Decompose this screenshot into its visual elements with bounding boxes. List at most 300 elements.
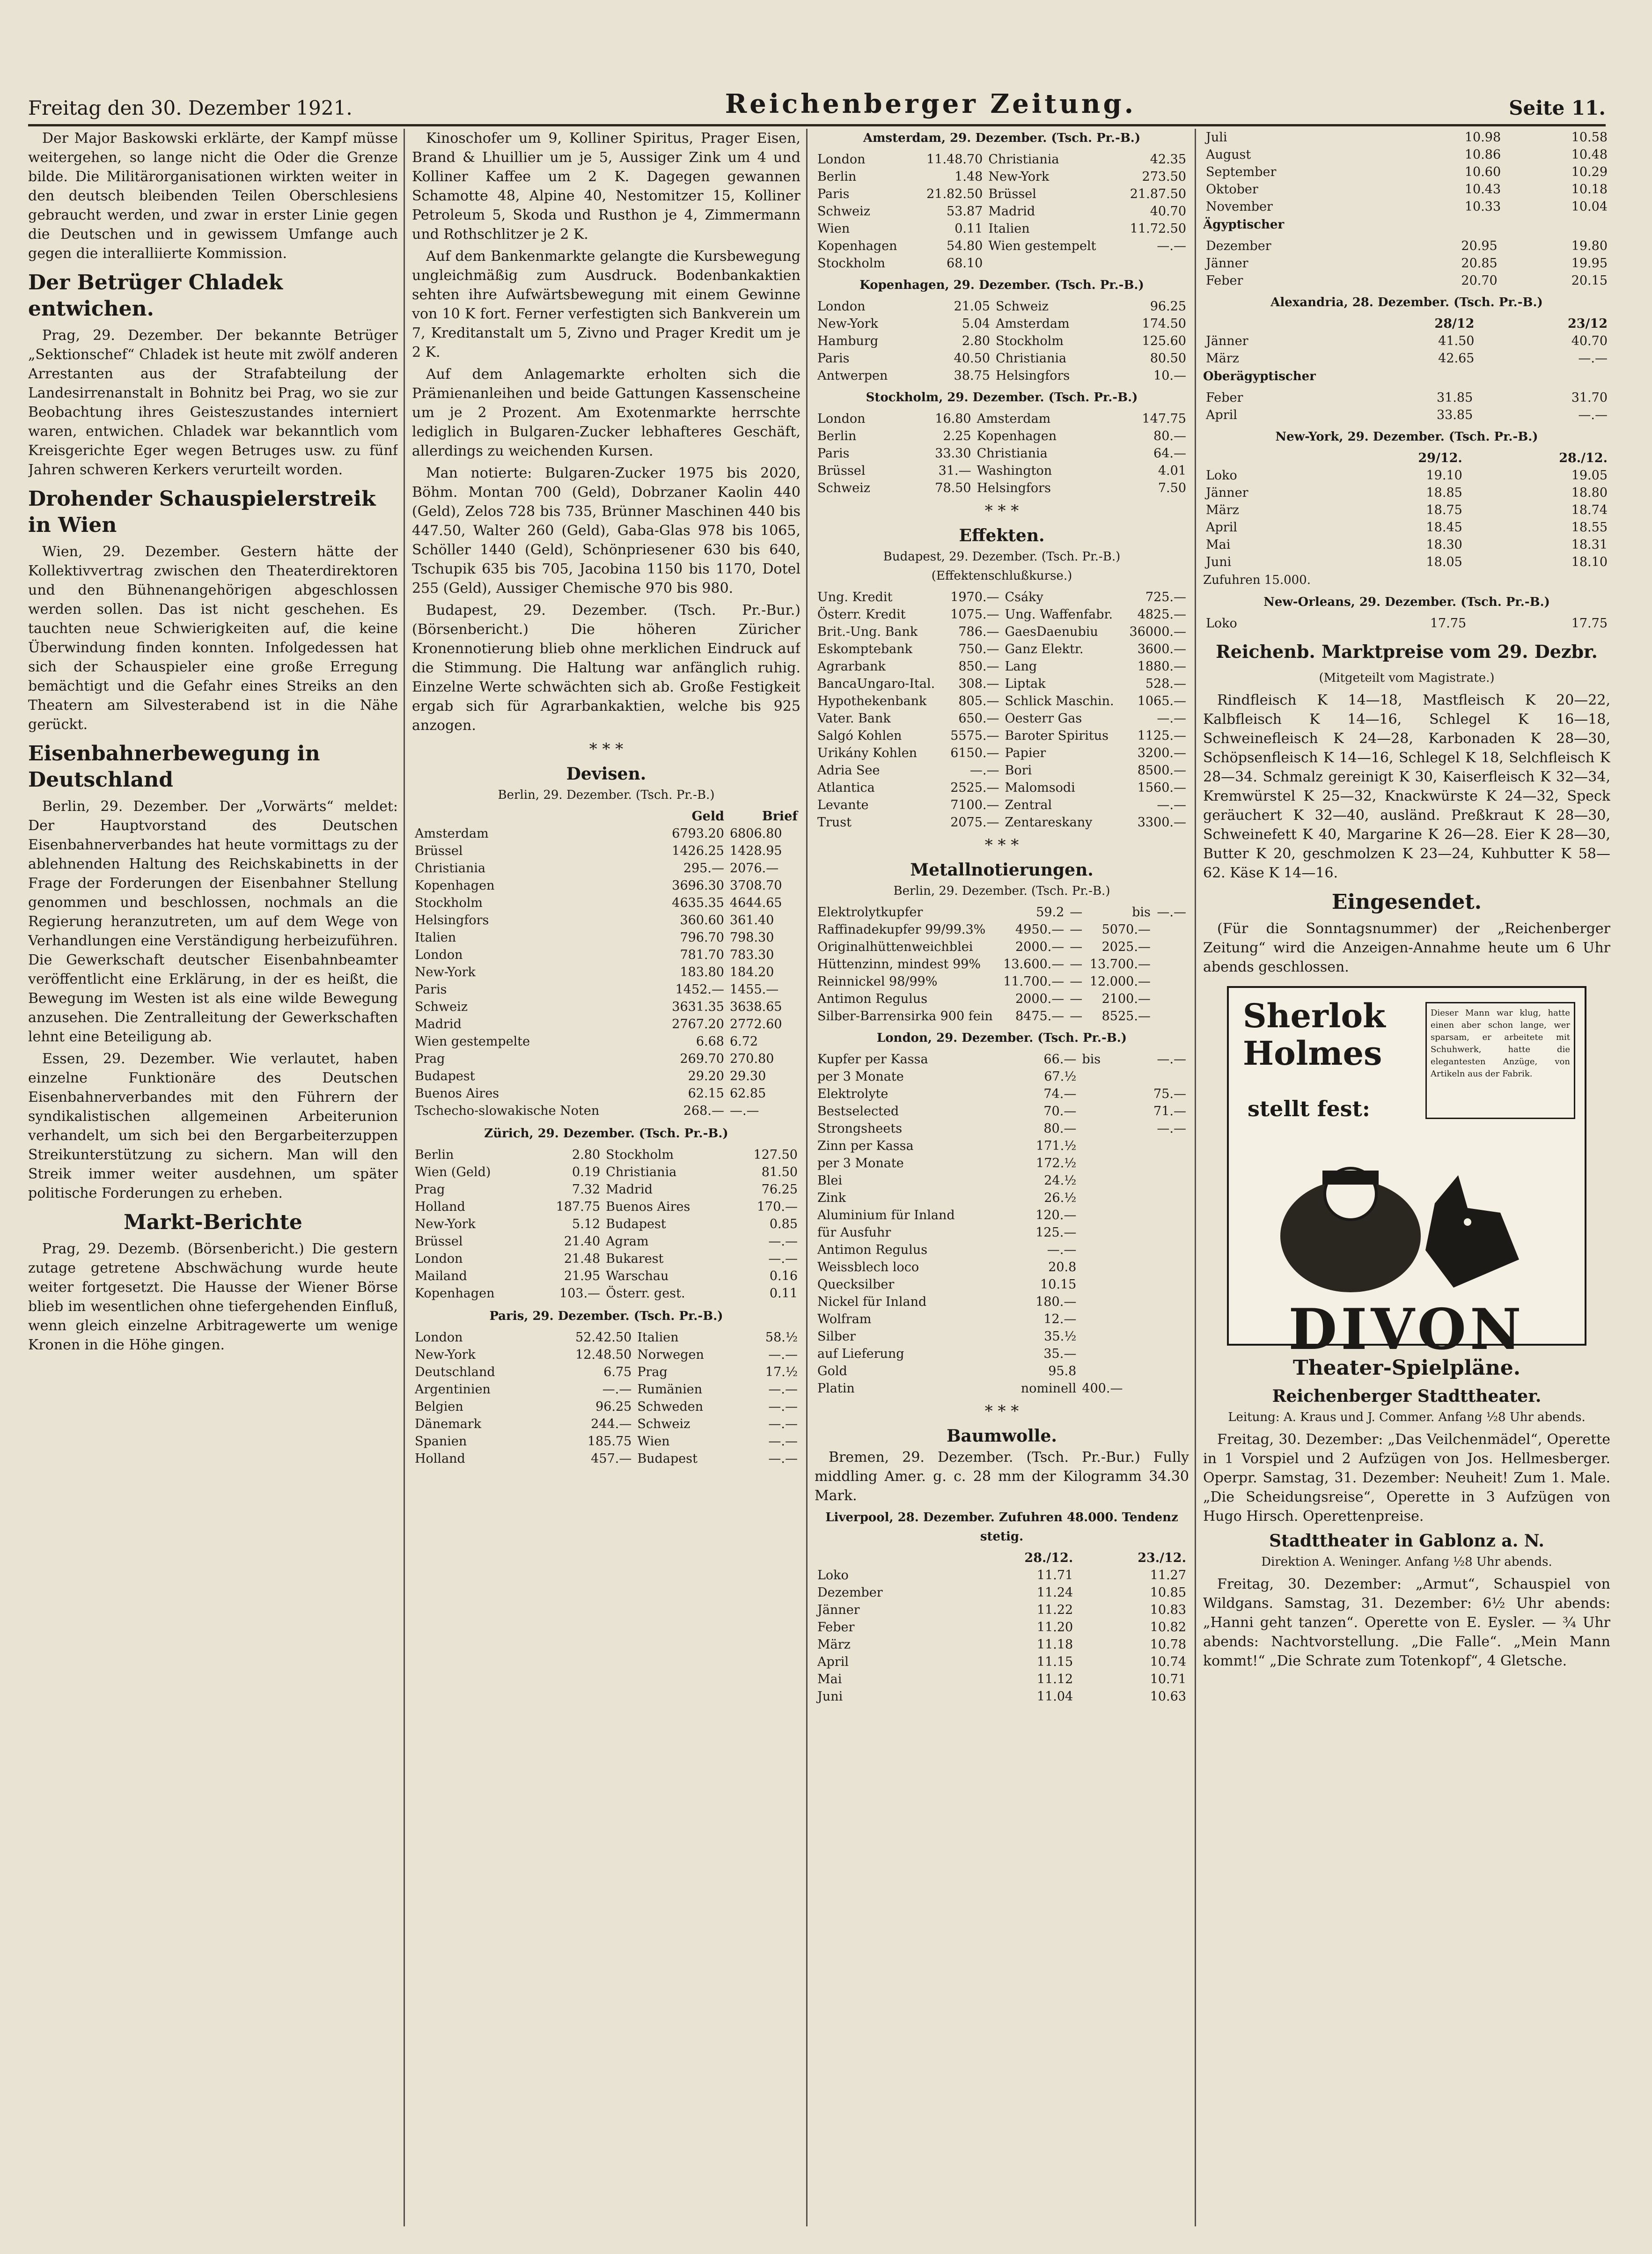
table-cell: —.— [1157,711,1186,726]
table-cell: 3708.70 [729,878,782,893]
table-cell [1139,1068,1189,1085]
table-cell: 4644.65 [729,896,782,910]
table-cell: 174.50 [1142,317,1186,331]
table-cell: 10.18 [1571,182,1608,197]
table-row [815,203,1189,220]
table-cell: Dezember [1206,239,1271,253]
table-cell: Amsterdam [977,412,1051,426]
table-cell: 6.75 [603,1365,632,1379]
table-cell: 21.87.50 [1130,187,1186,201]
table-cell: 33.30 [935,446,971,461]
table-cell [1079,1120,1139,1137]
table-row [412,912,800,929]
table-row [815,1276,1189,1293]
headline-schauspielerstreik: Drohender Schauspielerstreik in Wien [28,487,376,537]
neworleans-body [1203,615,1610,632]
table-row [815,1051,1189,1068]
table-cell: 80.— [1043,1121,1077,1136]
headline-eisenbahner: Eisenbahnerbewegung in Deutschland [28,742,320,792]
table-cell: Prag [637,1365,668,1379]
article-prag-boerse: Prag, 29. Dezemb. (Börsenbericht.) Die gestern zutage getretene Abschwächung wurde heute weiter fortgesetzt. Die Hausse der Wiener Börse blieb im wesentlichen ohne tiefergehenden Einfluß, wenn gleich einzelne Arbitragewerte um wenige Kronen in die Höhe gingen. [28,1241,398,1353]
table-cell: Platin [817,1381,855,1396]
table-cell: 21.48 [564,1252,601,1266]
table-cell: Christiania [415,861,486,876]
table-cell: 11.71 [1036,1568,1073,1583]
table-row [412,860,800,877]
table-row [412,1450,800,1467]
table-cell: Schweiz [415,1000,468,1014]
table-cell: Brüssel [988,187,1036,201]
table-cell: Spanien [415,1434,467,1449]
table-cell: 62.15 [688,1086,724,1101]
table-cell: 12.000.— [1089,974,1151,989]
table-row [412,1363,800,1381]
table-cell: Wien [817,221,850,236]
table-cell: nominell [1021,1381,1077,1396]
table-cell: —.— [1157,1121,1186,1136]
table-cell: 5.12 [572,1217,601,1231]
table-cell: 3300.— [1137,815,1186,830]
table-row [1203,146,1610,163]
oberaegyptisch-body [1203,389,1610,424]
table-row [412,1233,800,1250]
table-cell: —.— [768,1417,798,1431]
table-cell: 6150.— [950,746,999,760]
table-cell: 11.20 [1036,1620,1073,1635]
table-row [412,1146,800,1164]
table-cell: Dezember [817,1585,883,1600]
table-cell: 2.80 [572,1148,601,1162]
baumwolle-heading: Baumwolle. [947,1426,1057,1446]
theater-reichenberg-text: Freitag, 30. Dezember: „Das Veilchenmädel“, Operette in 1 Vorspiel und 2 Aufzügen von Jos. Hellmesberger. Operpr. Samstag, 31. Dezember: Neuheit! Zum 1. Male. „Die Scheidungsreise“, Operette in 3 Aufzügen von Hugo Hirsch. Operettenpreise. [1203,1431,1610,1525]
table-row [815,641,1189,658]
table-cell: Stockholm [606,1148,674,1162]
table-cell: 850.— [958,659,999,674]
table-cell: Zentareskany [1005,815,1093,830]
stockholm-body [815,410,1189,497]
table-cell: Juli [1206,130,1227,145]
table-cell: 62.85 [729,1086,766,1101]
table-cell: Prag [415,1182,445,1197]
table-cell: —.— [1157,798,1186,812]
table-cell: bis [1082,1052,1101,1067]
table-row [815,762,1189,779]
ad-subtitle: stellt fest: [1248,1096,1370,1121]
table-cell: —.— [969,763,999,778]
table-cell: 2.25 [943,429,971,443]
devisen-heading: Devisen. [566,764,646,784]
table-cell: Paris [817,351,850,366]
table-cell: 4635.35 [672,896,724,910]
table-cell: Brit.-Ung. Bank [817,625,918,639]
table-row [1203,129,1610,146]
marktpreise-text: Rindfleisch K 14—18, Mastfleisch K 20—22, Kalbfleisch K 14—16, Schlegel K 16—18, Schweinefleisch K 24—28, Karbonaden K 28—30, Schöpsenfleisch K 14—16, Schlegel K 18, Selchfleisch K 28—34. Schmalz gereinigt K 30, Kaiserfleisch K 32—34, Kremwürstel K 25—32, Knackwürste K 24—32, Speck geräuchert K 32—40, ausländ. Preßkraut K 28—30, Schweinefett K 40, Margarine K 26—28. Eier K 28—30, Butter K 20, geschmolzen K 23—24, Kuhbutter K 58—62. Käse K 14—16. [1203,692,1610,881]
table-cell: 80.— [1153,429,1186,443]
table-header-row [412,808,800,825]
table-cell: 3696.30 [672,878,724,893]
theater-gablonz-text: Freitag, 30. Dezember: „Armut“, Schauspiel von Wildgans. Samstag, 31. Dezember: 6½ Uhr abends: „Hanni geht tanzen“. Operette von E. Eysler. — ¾ Uhr abends: Nachtvorstellung. „Die Falle“. „Mein Mann kommt!“ „Die Schrate zum Totenkopf“, 4 Gletsche. [1203,1576,1610,1669]
table-cell: Helsingfors [415,913,489,928]
table-cell: 18.74 [1571,503,1608,517]
table-cell: Christiania [988,152,1059,167]
table-cell: Tschecho-slowakische Noten [415,1104,600,1118]
table-cell: Madrid [606,1182,653,1197]
table-cell: —.— [768,1348,798,1362]
london-metall-body [815,1051,1189,1397]
table-cell: Aluminium für Inland [817,1208,955,1223]
neworleans-table [1203,615,1610,632]
table-cell: Holland [415,1200,465,1214]
effekten-heading: Effekten. [959,526,1045,545]
table-row [1203,255,1610,272]
amsterdam-body [815,151,1189,272]
table-row [815,710,1189,727]
table-cell: Budapest [606,1217,666,1231]
table-row [412,1215,800,1233]
cotton-months-body [1203,129,1610,215]
table-cell: bis [1132,905,1151,920]
amsterdam-table [815,151,1189,272]
table-cell: Juni [817,1689,843,1704]
table-row [1203,484,1610,501]
article-kurse-2: Auf dem Bankenmarkte gelangte die Kursbewegung ungleichmäßig zum Ausdruck. Bodenbankaktien sehten ihre Aufwärtsbewegung mit einem Gewinne von 10 K fort. Ferner verfestigten sich Bankverein um 7, Kreditanstalt um 5, Zivno und Prager Kredit um je 2 K. [412,248,800,361]
table-cell: Brüssel [817,464,866,478]
table-cell: 24.½ [1044,1173,1077,1188]
aegyptisch-heading: Ägyptischer [1203,218,1285,232]
table-row [815,1584,1189,1601]
article-kurse-3: Auf dem Anlagemarkte erholten sich die Prämienanleihen und beide Gattungen Kassenscheine um je 2 Prozent. Am Exotenmarkte herrschte lediglich in Bulgaren-Zucker lebhafteres Geschäft, allerdings zu weichenden Kursen. [412,366,800,459]
theater-gablonz-sub: Direktion A. Weninger. Anfang ½8 Uhr abends. [1261,1555,1552,1569]
table-cell: 7100.— [950,798,999,812]
article-chladek: Prag, 29. Dezember. Der bekannte Betrüger „Sektionschef“ Chladek ist heute mit zwölf anderen Arrestanten aus der Strafabteilung der Landesirrenanstalt in Bohnitz bei Prag, wo sie zur Beobachtung ihres Geisteszustandes interniert waren, entwichen. Chladek war bekanntlich vom Kreisgerichte Eger wegen Betruges usw. zu fünf Jahren schweren Kerkers verurteilt worden. [28,327,398,478]
table-cell: 11.700.— [1003,974,1065,989]
alexandria-heading: Alexandria, 28. Dezember. (Tsch. Pr.-B.) [1270,295,1543,309]
column-4 [1203,129,1610,2236]
table-cell [1139,1172,1189,1189]
table-cell: 457.— [591,1451,632,1466]
table-cell: 18.05 [1426,555,1462,569]
table-cell: 10.60 [1464,165,1501,179]
ad-brand: DIVON [1288,1296,1525,1363]
table-cell: 10.48 [1571,147,1608,162]
table-row [815,606,1189,623]
article-intro: Der Major Baskowski erklärte, der Kampf müsse weitergehen, so lange nicht die Oder die Grenze bilde. Die Militärorganisationen wirkten weiter in den deutsch bleibenden Teilen Oberschlesiens gebraucht werden, und zwar in erster Linie gegen die Deutschen und in gewissem Umfange auch gegen die interalliierte Kommission. [28,130,398,262]
column-rule [404,129,405,2226]
table-row [412,1398,800,1415]
table-row [815,445,1189,462]
table-cell: März [1206,351,1239,366]
table-cell: 28./12. [1559,451,1608,465]
table-row [412,1033,800,1050]
table-cell: 6.68 [696,1034,724,1049]
table-cell: Juni [1206,555,1232,569]
table-cell: Stockholm [995,334,1064,348]
table-cell: Weissblech loco [817,1260,919,1274]
table-cell: Norwegen [637,1348,704,1362]
table-cell: Reinnickel 98/99% [817,974,938,989]
table-cell: —.— [1578,408,1608,422]
table-row [815,1328,1189,1345]
table-cell: Baroter Spiritus [1005,729,1109,743]
table-cell: —.— [768,1400,798,1414]
table-row [1203,406,1610,424]
table-cell: 1428.95 [729,844,782,858]
table-cell: 20.95 [1461,239,1498,253]
page-number: Seite 11. [1509,96,1606,119]
table-cell: 2767.20 [672,1017,724,1031]
table-cell: BancaUngaro-Ital. [817,677,935,691]
devisen-table [412,808,800,1120]
table-cell: New-York [415,1217,476,1231]
theater-reichenberg-sub: Leitung: A. Kraus und J. Commer. Anfang ½8 Uhr abends. [1228,1410,1586,1424]
table-cell: Paris [415,982,447,997]
article-schauspielerstreik: Wien, 29. Dezember. Gestern hätte der Kollektivvertrag zwischen den Theaterdirektoren und den Bühnenangehörigen abgeschlossen werden sollen. Das ist nicht geschehen. Es tauchten neue Schwierigkeiten auf, die keine Überwindung finden konnten. Infolgedessen hat sich der Schauspieler eine große Erregung bemächtigt und die Gefahr eines Streiks an den Theatern am Silvesterabend ist in die Nähe gerückt. [28,544,398,733]
effekten-body [815,589,1189,831]
table-cell: 17.½ [765,1365,798,1379]
table-row [412,1198,800,1215]
table-cell: 180.— [1035,1295,1077,1309]
table-cell: — [1070,992,1083,1006]
table-cell: Nickel für Inland [817,1295,927,1309]
table-cell: 20.70 [1461,273,1498,288]
table-cell: 7.50 [1158,481,1186,495]
table-cell: Malomsodi [1005,781,1075,795]
table-cell: Silber-Barrensirka 900 fein [817,1009,993,1024]
table-row [815,1293,1189,1311]
table-cell: 10.04 [1571,199,1608,214]
table-cell: Bukarest [606,1252,664,1266]
table-cell: 10.58 [1571,130,1608,145]
table-cell: 1065.— [1137,694,1186,708]
table-row [1203,615,1610,632]
table-cell: 23./12. [1138,1551,1186,1565]
table-cell: 2000.— [1015,992,1065,1006]
column-3 [815,129,1189,2236]
table-cell: Raffinadekupfer 99/99.3% [817,922,986,937]
table-cell: Paris [817,187,850,201]
table-cell: Holland [415,1451,465,1466]
masthead-date: Freitag den 30. Dezember 1921. [28,96,352,119]
table-cell: 16.80 [935,412,971,426]
table-cell: Wien [637,1434,670,1449]
table-row [412,842,800,860]
table-cell: für Ausfuhr [817,1225,891,1240]
table-cell: 786.— [958,625,999,639]
table-cell: Oktober [1206,182,1258,197]
table-row [815,727,1189,744]
table-cell: Helsingfors [977,481,1051,495]
table-cell: 74.— [1043,1087,1077,1101]
table-row [815,479,1189,497]
table-cell: Geld [691,809,724,824]
table-cell: 270.80 [729,1052,774,1066]
table-cell: Salgó Kohlen [817,729,902,743]
table-cell [1139,1241,1189,1259]
table-cell: 1075.— [950,607,999,622]
table-cell [815,1549,962,1567]
table-cell: 1125.— [1137,729,1186,743]
table-cell: Deutschland [415,1365,495,1379]
table-cell: Adria See [817,763,880,778]
table-cell: Atlantica [817,781,875,795]
table-row [815,168,1189,185]
zurich-heading: Zürich, 29. Dezember. (Tsch. Pr.-B.) [484,1127,728,1141]
table-cell: September [1206,165,1277,179]
table-cell: 18.75 [1426,503,1462,517]
table-cell: Kopenhagen [817,239,897,253]
theater-heading: Theater-Spielpläne. [1292,1356,1521,1380]
table-cell: 20.15 [1571,273,1608,288]
table-cell: 10.— [1153,368,1186,383]
table-cell: Feber [1206,390,1243,405]
table-cell: Elektrolyte [817,1087,888,1101]
table-cell: Trust [817,815,852,830]
table-row [815,1241,1189,1259]
table-cell: Österr. Kredit [817,607,906,622]
table-row [815,1380,1189,1397]
table-cell: Zink [817,1191,846,1205]
table-cell [1139,1380,1189,1397]
table-row [412,1250,800,1267]
headline-chladek: Der Betrüger Chladek entwichen. [28,271,283,321]
table-cell: 361.40 [729,913,774,928]
table-cell: 18.10 [1571,555,1608,569]
table-cell: 11.15 [1036,1655,1073,1669]
table-row [412,1433,800,1450]
table-cell: 185.75 [587,1434,632,1449]
table-cell [1139,1276,1189,1293]
table-cell: — [1070,940,1083,954]
table-row [412,998,800,1016]
table-row [815,1008,1189,1025]
table-cell: 2076.— [729,861,779,876]
table-cell: 78.50 [935,481,971,495]
table-cell: 10.85 [1150,1585,1186,1600]
table-cell: 96.25 [1150,299,1186,314]
table-cell: 33.85 [1436,408,1473,422]
table-row [412,1102,800,1120]
table-cell: 750.— [958,642,999,656]
table-cell: Jänner [1206,334,1248,348]
table-cell [1139,1293,1189,1311]
table-cell: Eskomptebank [817,642,913,656]
table-cell: 28/12 [1434,317,1475,331]
table-cell: —.— [768,1434,798,1449]
table-cell: Mai [1206,538,1231,552]
table-cell: 10.29 [1571,165,1608,179]
table-cell: Buenos Aires [415,1086,499,1101]
table-cell: 36000.— [1129,625,1186,639]
table-row [1203,519,1610,536]
table-cell: —.— [1047,1243,1077,1257]
table-cell: — [1070,922,1083,937]
table-cell: Helsingfors [995,368,1070,383]
table-cell: Jänner [1206,256,1248,271]
table-row [815,658,1189,675]
oberaegyptisch-heading: Oberägyptischer [1203,369,1316,383]
table-cell: 127.50 [753,1148,798,1162]
table-cell [1139,1363,1189,1380]
table-row [412,1085,800,1102]
table-cell [1139,1345,1189,1363]
table-cell: 10.82 [1150,1620,1186,1635]
table-cell [1139,1259,1189,1276]
table-row [815,675,1189,692]
table-header-row [815,1549,1189,1567]
table-cell: 31.85 [1436,390,1473,405]
table-cell: 0.19 [572,1165,601,1179]
table-row [815,1363,1189,1380]
table-cell: 58.½ [765,1330,798,1345]
table-cell: 183.80 [680,965,724,980]
table-cell: 120.— [1035,1208,1077,1223]
table-row [815,332,1189,350]
table-cell [1079,1224,1139,1241]
table-row [815,938,1189,956]
table-cell: Österr. gest. [606,1286,685,1301]
table-cell: Belgien [415,1400,463,1414]
table-cell: Berlin [415,1148,454,1162]
table-row [815,589,1189,606]
table-row [412,1050,800,1068]
table-cell: — [1070,974,1083,989]
table-cell: Paris [817,446,850,461]
table-row [1203,553,1610,571]
theater-gablonz-heading: Stadttheater in Gablonz a. N. [1269,1531,1544,1551]
table-cell: New-York [988,169,1050,184]
table-cell: 10.98 [1464,130,1501,145]
paris-body [412,1329,800,1467]
table-cell: 35.— [1043,1347,1077,1361]
table-row [412,929,800,946]
table-cell: 528.— [1145,677,1186,691]
table-row [1203,536,1610,553]
table-cell: 40.70 [1150,204,1186,219]
table-row [412,1285,800,1302]
table-cell: April [817,1655,849,1669]
table-cell: Antwerpen [817,368,888,383]
effekten-table [815,589,1189,831]
table-cell: 2000.— [1015,940,1065,954]
table-cell: Argentinien [415,1382,491,1397]
table-row [412,1068,800,1085]
table-row [412,877,800,894]
table-cell: — [1070,1009,1083,1024]
table-cell: 20.85 [1461,256,1498,271]
table-cell: Brüssel [415,1234,463,1249]
table-cell [1139,1155,1189,1172]
table-row [412,1415,800,1433]
zurich-table [412,1146,800,1302]
table-row [815,973,1189,990]
column-rule [806,129,808,2226]
table-row [1203,467,1610,484]
table-cell: London [415,1252,463,1266]
table-cell: 18.31 [1571,538,1608,552]
table-cell: Italien [637,1330,679,1345]
table-cell: 11.72.50 [1130,221,1186,236]
table-cell: 244.— [591,1417,632,1431]
table-cell: Stockholm [415,896,483,910]
table-cell: 1.48 [954,169,983,184]
section-divider: * * * [984,501,1019,520]
table-cell: —.— [768,1451,798,1466]
table-cell: 1880.— [1137,659,1186,674]
table-cell: 26.½ [1044,1191,1077,1205]
table-cell: 10.71 [1150,1672,1186,1687]
table-row [815,427,1189,445]
masthead [28,87,1606,126]
